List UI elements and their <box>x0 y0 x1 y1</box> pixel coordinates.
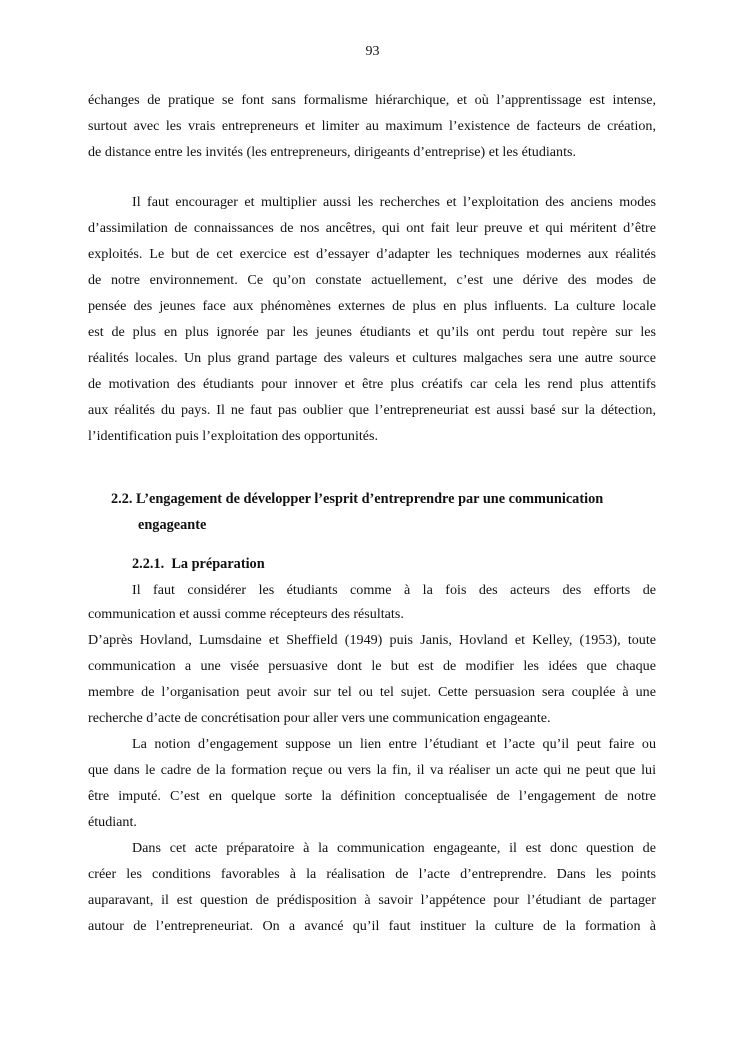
paragraph-line: aux réalités du pays. Il ne faut pas oublier que l’entrepreneuriat est aussi basé sur la détection, <box>88 402 656 418</box>
body-line: autour de l’entrepreneuriat. On a avancé qu’il faut instituer la culture de la formation à <box>88 918 656 934</box>
body-line: Il faut considérer les étudiants comme à la fois des acteurs des efforts de <box>132 582 656 598</box>
paragraph-line: échanges de pratique se font sans formalisme hiérarchique, et où l’apprentissage est intense, <box>88 92 656 108</box>
body-line: communication a une visée persuasive dont le but est de modifier les idées que chaque <box>88 658 656 674</box>
body-line: D’après Hovland, Lumsdaine et Sheffield (1949) puis Janis, Hovland et Kelley, (1953), toute <box>88 632 656 648</box>
paragraph-line: de notre environnement. Ce qu’on constate actuellement, c’est une dérive des modes de <box>88 272 656 288</box>
body-line: membre de l’organisation peut avoir sur tel ou tel sujet. Cette persuasion sera couplée à une <box>88 684 656 700</box>
body-line: être imputé. C’est en quelque sorte la définition conceptualisée de l’engagement de notre <box>88 788 656 804</box>
paragraph-line: l’identification puis l’exploitation des opportunités. <box>88 428 379 444</box>
body-line: créer les conditions favorables à la réalisation de l’acte d’entreprendre. Dans les points <box>88 866 656 882</box>
page-number: 93 <box>365 44 380 59</box>
section-heading-continued: engageante <box>138 517 207 533</box>
body-line: que dans le cadre de la formation reçue ou vers la fin, il va réaliser un acte qui ne peut que lui <box>88 762 656 778</box>
paragraph-line: réalités locales. Un plus grand partage des valeurs et cultures malgaches sera une autre source <box>88 350 656 366</box>
body-line: communication et aussi comme récepteurs des résultats. <box>88 606 404 622</box>
subsection-number: 2.2.1. <box>132 556 165 572</box>
paragraph-line: est de plus en plus ignorée par les jeunes étudiants et qu’ils ont perdu tout repère sur les <box>88 324 656 340</box>
body-line: auparavant, il est question de prédisposition à savoir l’appétence pour l’étudiant de partager <box>88 892 656 908</box>
paragraph-line: de distance entre les invités (les entrepreneurs, dirigeants d’entreprise) et les étudiants. <box>88 144 577 160</box>
paragraph-line: surtout avec les vrais entrepreneurs et limiter au maximum l’existence de facteurs de création, <box>88 118 656 134</box>
section-heading: 2.2. L’engagement de développer l’esprit d’entreprendre par une communication <box>111 491 604 507</box>
subsection-heading <box>132 555 700 573</box>
paragraph-line: Il faut encourager et multiplier aussi les recherches et l’exploitation des anciens modes <box>132 194 656 210</box>
body-line: Dans cet acte préparatoire à la communication engageante, il est donc question de <box>132 840 656 856</box>
paragraph-line: de motivation des étudiants pour innover et être plus créatifs car cela les rend plus attentifs <box>88 376 656 392</box>
paragraph-line: d’assimilation de connaissances de nos ancêtres, qui ont fait leur preuve et qui méritent d’être <box>88 220 656 236</box>
subsection-title: La préparation <box>171 556 265 572</box>
paragraph-line: exploités. Le but de cet exercice est d’essayer d’adapter les techniques modernes aux réalités <box>88 246 656 262</box>
body-line: étudiant. <box>88 814 137 830</box>
body-line: La notion d’engagement suppose un lien entre l’étudiant et l’acte qu’il peut faire ou <box>132 736 656 752</box>
paragraph-line: pensée des jeunes face aux phénomènes externes de plus en plus influents. La culture locale <box>88 298 656 314</box>
body-line: recherche d’acte de concrétisation pour aller vers une communication engageante. <box>88 710 551 726</box>
